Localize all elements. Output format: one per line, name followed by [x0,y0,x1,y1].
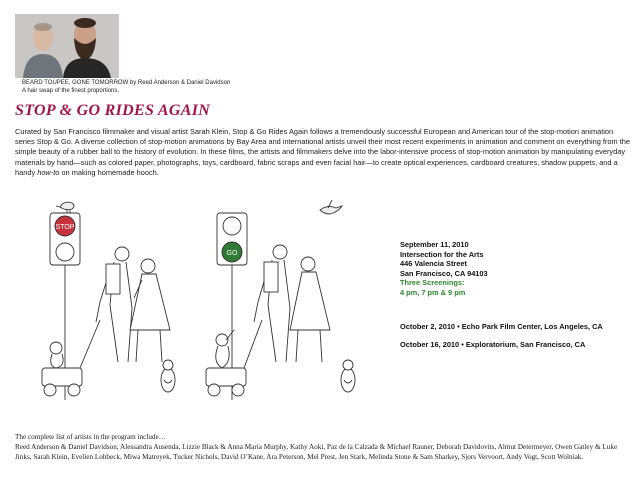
photo-caption [22,80,230,95]
event-street: 446 Valencia Street [400,259,467,268]
artists-list: Reed Anderson & Daniel Davidson, Alessandra Ausenda, Lizzie Black & Anna Maria Murphy, Kathy Aoki, Paz de la Calzada & Michael Rauner, Deborah Davidovits, Almut Determeyer, Owen Gatley & Luke Jinks, Sarah Klein, Evelien Lohbeck, Miwa Matreyek, Tucker Nichols, David O’Kane, Ara Peterson, Mel Prest, Jen Stark, Melinda Stone & Sam Sharkey, Sjors Vervoort, Andy Vogt, Scott Wolniak. [15,443,618,461]
penguin-left [161,360,175,392]
event-venue: Intersection for the Arts [400,249,484,259]
flying-bird-icon [320,200,342,214]
event-second: October 2, 2010 • Echo Park Film Center, Los Angeles, CA [400,322,603,331]
event-primary [400,240,635,297]
photo-caption-line1: BEARD TOUPEE, GONE TOMORROW by Reed Anderson & Daniel Davidson [22,80,231,86]
couple-figures-right [254,245,330,362]
event-date: September 11, 2010 [400,240,469,249]
sign-stop-label: STOP [55,224,75,231]
penguin-right [341,360,355,392]
monkey-cart-right [206,320,262,396]
page-title: STOP & GO RIDES AGAIN [15,102,211,119]
event-screening-times: 4 pm, 7 pm & 9 pm [400,287,466,297]
stop-and-go-illustration [30,190,385,415]
intro-paragraph [15,127,630,178]
event-third: October 16, 2010 • Exploratorium, San Francisco, CA [400,340,586,349]
bird-icon [56,202,74,213]
sign-go-label: GO [226,250,238,257]
couple-figures-left [96,247,170,362]
intro-italic-text: how-to [37,167,60,177]
artists-heading: The complete list of artists in the program include… [15,433,166,441]
photo-caption-line2: A hair swap of the finest proportions. [22,87,120,94]
monkey-cart-left [42,320,100,396]
event-screenings-label: Three Screenings: [400,278,465,287]
event-city: San Francisco, CA 94103 [400,268,488,278]
artists-photo [15,14,119,78]
intro-text-end: on making homemade hooch. [59,167,159,177]
intro-text: Curated by San Francisco filmmaker and visual artist Sarah Klein, Stop & Go Rides Again follows a tremendously successful European and American tour of the stop-motion animation series Stop & Go. A diverse collection of stop-motion animations by Bay Area and international artists unveil their most recent experiments in animation and comment on everything from the simple beauty of a rubber ball to the history of evolution. In these films, the artists and filmmakers delve into the labor-intensive process of stop-motion animation by manipulating everyday materials by hand—such as colored paper, photographs, toys, cardboard, fabric scraps and even facial hair—to create optical experiences, cardboard creatures, shadow puppets, and a handy [15,127,630,177]
